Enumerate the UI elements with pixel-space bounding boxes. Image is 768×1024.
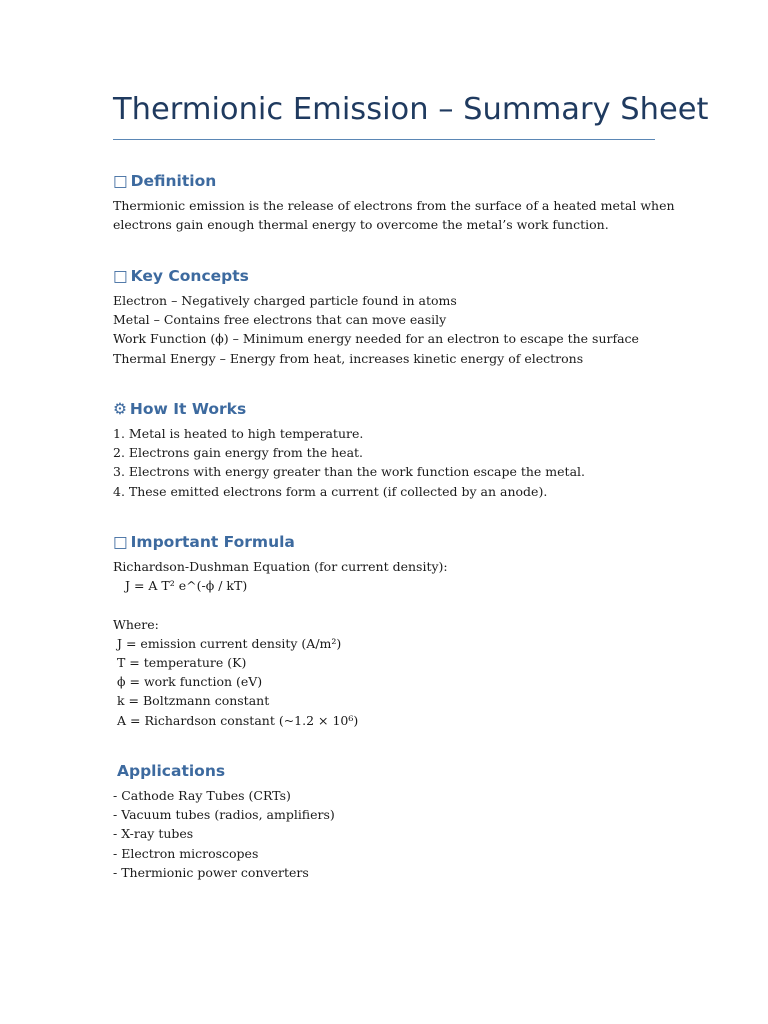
- spacer: [113, 595, 448, 614]
- formula-term: ϕ = work function (eV): [117, 674, 263, 690]
- formula-term: k = Boltzmann constant: [117, 693, 270, 709]
- step-item: 2. Electrons gain energy from the heat.: [113, 445, 364, 461]
- how-it-works-heading: [113, 400, 246, 418]
- formula-term: A = Richardson constant (~1.2 × 10⁶): [117, 712, 359, 728]
- application-item: - Thermionic power converters: [113, 864, 309, 880]
- application-item: - Cathode Ray Tubes (CRTs): [113, 788, 291, 803]
- formula-icon: □: [113, 533, 128, 551]
- title-underline: [113, 139, 655, 140]
- formula-term: T = temperature (K): [117, 654, 247, 670]
- formula-heading-text: Important Formula: [130, 533, 295, 551]
- formula-body: [113, 557, 448, 730]
- application-item: - Vacuum tubes (radios, amplifiers): [113, 807, 335, 823]
- formula-term: J = emission current density (A/m²): [117, 635, 342, 651]
- key-concepts-heading: [113, 267, 249, 285]
- concept-item: Work Function (ϕ) – Minimum energy needed for an electron to escape the surface: [113, 331, 639, 347]
- definition-heading: [113, 172, 216, 190]
- definition-icon: □: [113, 172, 128, 190]
- how-it-works-heading-text: How It Works: [129, 400, 247, 418]
- definition-line: electrons gain enough thermal energy to overcome the metal’s work function.: [113, 217, 609, 233]
- application-item: - X-ray tubes: [113, 826, 194, 842]
- definition-line: Thermionic emission is the release of electrons from the surface of a heated metal when: [113, 198, 675, 213]
- application-item: - Electron microscopes: [113, 845, 259, 861]
- applications-list: [113, 786, 335, 882]
- formula-equation: J = A T² e^(-ϕ / kT): [125, 578, 248, 594]
- applications-heading-text: Applications: [117, 762, 226, 780]
- where-label: Where:: [113, 616, 159, 632]
- formula-heading: [113, 533, 295, 551]
- concept-item: Thermal Energy – Energy from heat, increases kinetic energy of electrons: [113, 350, 584, 366]
- formula-intro: Richardson-Dushman Equation (for current density):: [113, 559, 448, 574]
- key-concepts-heading-text: Key Concepts: [130, 267, 249, 285]
- definition-heading-text: Definition: [130, 172, 217, 190]
- key-concepts-list: [113, 291, 639, 368]
- gear-icon: ⚙: [113, 400, 127, 418]
- applications-heading: [117, 762, 225, 780]
- concept-item: Electron – Negatively charged particle found in atoms: [113, 293, 457, 308]
- definition-body: [113, 196, 675, 234]
- how-it-works-steps: [113, 424, 585, 501]
- document-title: Thermionic Emission – Summary Sheet: [113, 92, 709, 127]
- step-item: 1. Metal is heated to high temperature.: [113, 426, 364, 441]
- concept-item: Metal – Contains free electrons that can move easily: [113, 312, 447, 328]
- step-item: 4. These emitted electrons form a current (if collected by an anode).: [113, 483, 548, 499]
- key-concepts-icon: □: [113, 267, 128, 285]
- step-item: 3. Electrons with energy greater than the work function escape the metal.: [113, 464, 586, 480]
